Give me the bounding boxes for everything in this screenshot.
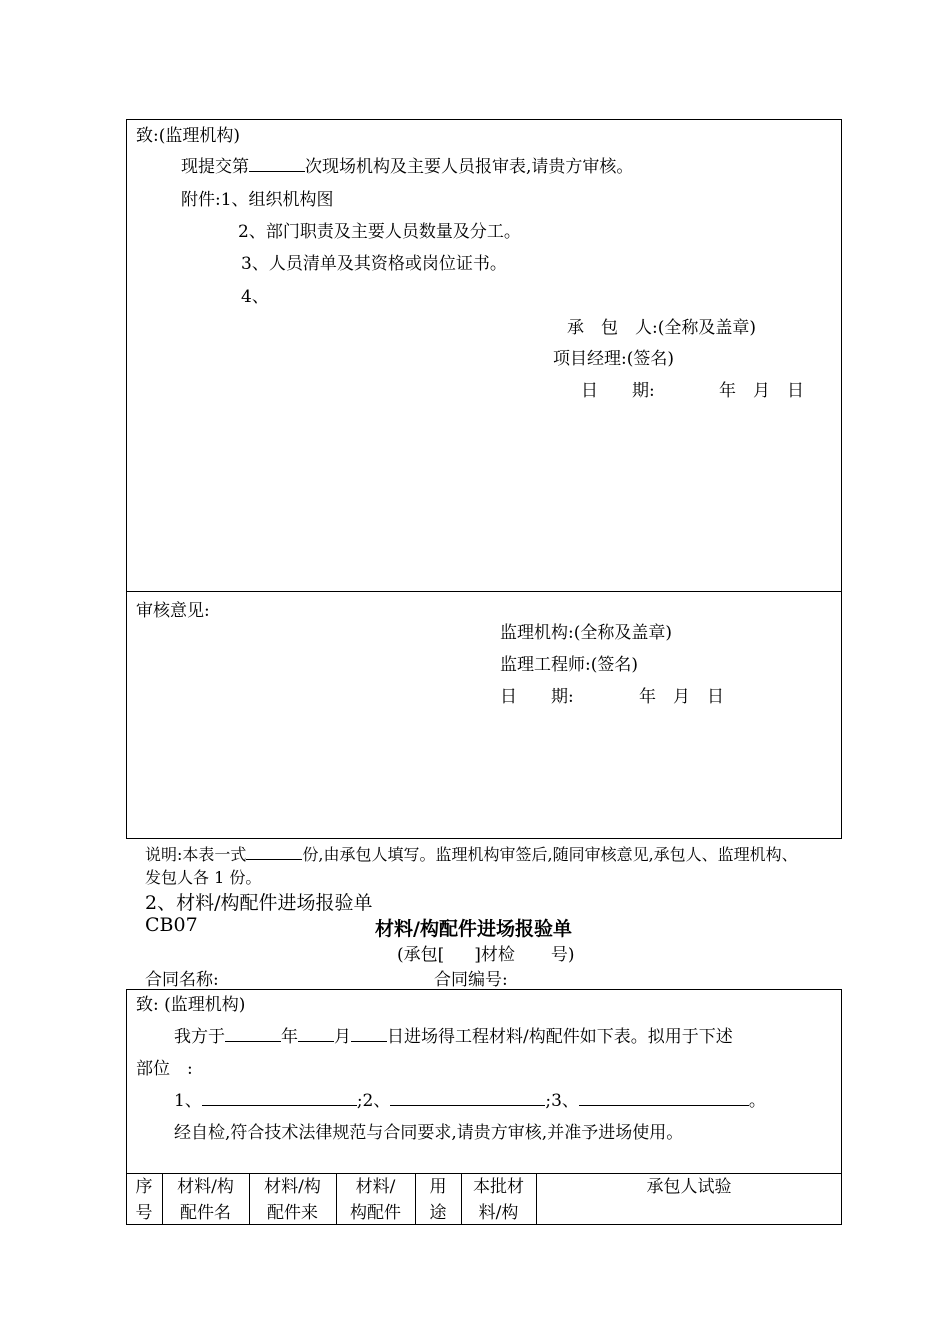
form2-entry-a: 我方于 xyxy=(174,1027,225,1047)
form2-addressee: 致: (监理机构) xyxy=(136,995,246,1015)
header-material-source-line2: 配件来 xyxy=(267,1203,318,1223)
form1-addressee: 致:(监理机构) xyxy=(136,126,240,146)
header-material-spec-line2: 构配件 xyxy=(350,1203,401,1223)
header-contractor-test xyxy=(536,1174,842,1200)
form1-attachment-3: 3、人员清单及其资格或岗位证书。 xyxy=(241,254,507,274)
header-material-source-line1: 材料/构 xyxy=(264,1177,321,1197)
header-batch-line1: 本批材 xyxy=(473,1177,524,1197)
header-material-name xyxy=(162,1174,249,1226)
form2-loc-end: 。 xyxy=(748,1091,766,1111)
header-material-source xyxy=(249,1174,336,1226)
header-material-name-line2: 配件名 xyxy=(180,1203,231,1223)
form2-title: 材料/构配件进场报验单 xyxy=(375,918,572,940)
form2-subtitle-c: 号) xyxy=(550,945,575,965)
form1-date-label: 日 期: xyxy=(581,381,655,401)
form2-day-blank[interactable] xyxy=(351,1027,387,1042)
form1-note-suffix: 份,由承包人填写。监理机构审签后,随同审核意见,承包人、监理机构、 xyxy=(302,845,798,864)
form1-note-line1 xyxy=(145,842,798,865)
form2-contract-name: 合同名称: xyxy=(145,970,219,990)
header-seq xyxy=(126,1174,162,1226)
form1-review-date-label: 日 期: xyxy=(500,687,574,707)
header-seq-line1: 序 xyxy=(135,1177,153,1197)
form1-attachment-2: 2、部门职责及主要人员数量及分工。 xyxy=(238,222,521,242)
form1-count-blank[interactable] xyxy=(249,157,305,172)
form2-subtitle-a: (承包[ xyxy=(397,945,445,965)
section-title: 2、材料/构配件进场报验单 xyxy=(145,892,373,914)
form2-location-blank-2[interactable] xyxy=(390,1091,545,1106)
form1-review-label: 审核意见: xyxy=(136,601,210,621)
form2-code: CB07 xyxy=(145,914,198,936)
form2-contract-no: 合同编号: xyxy=(434,970,508,990)
form2-subtitle xyxy=(397,940,575,965)
header-usage xyxy=(415,1174,461,1226)
form2-entry-d: 日进场得工程材料/构配件如下表。拟用于下述 xyxy=(387,1027,733,1047)
form2-location-blank-3[interactable] xyxy=(579,1091,749,1106)
form1-submission-prefix: 现提交第 xyxy=(181,157,249,177)
form2-loc-3: ;3、 xyxy=(545,1091,579,1111)
form1-attachment-1: 附件:1、组织机构图 xyxy=(181,190,334,210)
header-batch xyxy=(461,1174,536,1226)
form1-attachment-4: 4、 xyxy=(241,287,269,307)
form1-copies-blank[interactable] xyxy=(246,845,302,860)
form2-entry-line xyxy=(174,1022,733,1047)
form1-submission-suffix: 次现场机构及主要人员报审表,请贵方审核。 xyxy=(305,157,634,177)
form2-loc-1: 1、 xyxy=(174,1091,202,1111)
form2-subtitle-b: ]材检 xyxy=(474,945,515,965)
form2-self-check: 经自检,符合技术法律规范与合同要求,请贵方审核,并准予进场使用。 xyxy=(174,1123,684,1143)
form2-entry-c: 月 xyxy=(334,1027,351,1047)
form2-location-label: 部位 : xyxy=(136,1059,193,1079)
form2-month-blank[interactable] xyxy=(298,1027,334,1042)
form1-note-prefix: 说明:本表一式 xyxy=(145,845,247,864)
header-material-name-line1: 材料/构 xyxy=(177,1177,234,1197)
form1-manager-signature: 项目经理:(签名) xyxy=(553,349,674,369)
form1-divider xyxy=(126,591,842,592)
header-contractor-test-line1: 承包人试验 xyxy=(646,1177,732,1197)
form2-location-blank-1[interactable] xyxy=(202,1091,357,1106)
header-seq-line2: 号 xyxy=(135,1203,153,1223)
form1-submission-line xyxy=(181,152,633,177)
form1-note-line2: 发包人各 1 份。 xyxy=(145,868,262,887)
form1-review-date-fields: 年 月 日 xyxy=(639,687,724,707)
form2-loc-2: ;2、 xyxy=(356,1091,391,1111)
form1-date-fields: 年 月 日 xyxy=(719,381,804,401)
form1-supervisor-engineer: 监理工程师:(签名) xyxy=(500,655,638,675)
header-usage-line2: 途 xyxy=(429,1203,447,1223)
form2-location-line xyxy=(174,1086,766,1111)
header-material-spec xyxy=(336,1174,415,1226)
header-usage-line1: 用 xyxy=(429,1177,447,1197)
form1-contractor-signature: 承 包 人:(全称及盖章) xyxy=(567,318,756,338)
header-batch-line2: 料/构 xyxy=(478,1203,519,1223)
form2-entry-b: 年 xyxy=(281,1027,298,1047)
form2-year-blank[interactable] xyxy=(225,1027,281,1042)
form1-supervisor-org: 监理机构:(全称及盖章) xyxy=(500,623,672,643)
header-material-spec-line1: 材料/ xyxy=(355,1177,396,1197)
